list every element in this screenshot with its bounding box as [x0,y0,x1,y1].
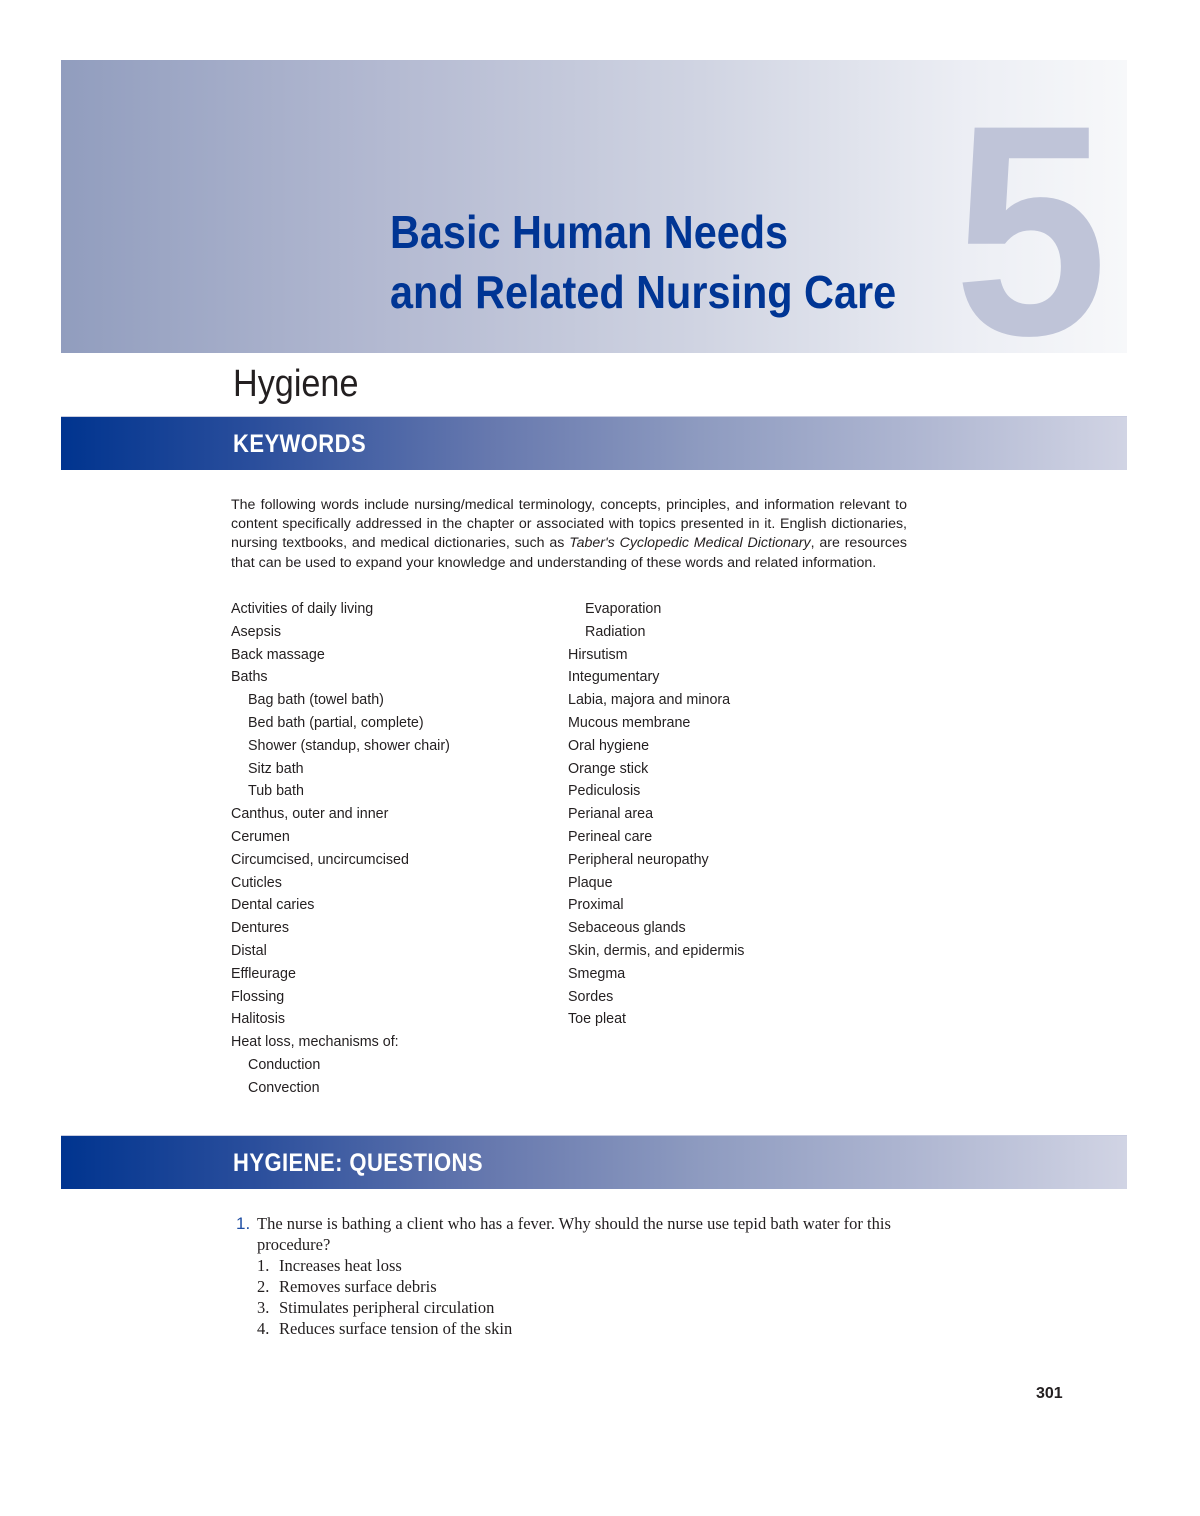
intro-reference-title: Taber's Cyclopedic Medical Dictionary [569,535,811,552]
keywords-banner [61,416,1127,470]
keyword-item: Orange stick [568,760,649,777]
chapter-title-line-2: and Related Nursing Care [390,266,897,318]
chapter-title [390,202,896,322]
keyword-item: Toe pleat [568,1011,627,1028]
keywords-heading: KEYWORDS [233,430,367,458]
option-number: 2. [257,1277,270,1296]
keyword-item: Peripheral neuropathy [568,851,709,868]
keyword-item: Sebaceous glands [568,920,686,937]
option-number: 1. [257,1256,270,1275]
keyword-item: Baths [231,669,268,686]
keyword-item: Perianal area [568,806,654,823]
keyword-item: Pediculosis [568,783,641,800]
intro-text-2: , are resources that can be used to expand your knowledge and understanding of these words and related information. [231,535,908,571]
questions-banner [61,1135,1127,1189]
option-text: Stimulates peripheral circulation [279,1298,495,1317]
page-number: 301 [1036,1385,1063,1402]
keyword-item: Hirsutism [568,646,628,663]
keyword-item: Heat loss, mechanisms of: [231,1034,399,1051]
keyword-subitem: Evaporation [585,601,662,617]
keyword-item: Perineal care [568,828,653,845]
keywords-list-left [231,598,450,1100]
keyword-item: Cerumen [231,828,290,845]
option-text: Removes surface debris [279,1277,437,1296]
keyword-subitem: Shower (standup, shower chair) [248,737,450,754]
question-item [236,1213,936,1339]
answer-option[interactable] [257,1297,936,1318]
keywords-intro [231,496,907,573]
chapter-title-line-1: Basic Human Needs [390,206,789,258]
keyword-item: Sordes [568,988,614,1005]
keyword-item: Back massage [231,646,325,663]
keyword-item: Circumcised, uncircumcised [231,851,409,868]
intro-text-1: The following words include nursing/medical terminology, concepts, principles, and information relevant to content specifically addressed in the chapter or associated with topics presented in it. English dictionaries, nursing textbooks, and medical dictionaries, such as [231,497,907,552]
questions-heading: HYGIENE: QUESTIONS [233,1149,483,1177]
question-text: The nurse is bathing a client who has a fever. Why should the nurse use tepid bath water for this procedure? [257,1214,891,1254]
keyword-item: Skin, dermis, and epidermis [568,942,745,959]
answer-option[interactable] [257,1318,936,1339]
keyword-item: Distal [231,942,267,959]
answer-option[interactable] [257,1276,936,1297]
keyword-item: Asepsis [231,623,282,640]
keywords-list-right [568,598,744,1031]
section-title: Hygiene [233,363,359,405]
chapter-header [61,60,1127,353]
option-text: Reduces surface tension of the skin [279,1319,513,1338]
keyword-subitem: Bag bath (towel bath) [248,692,384,709]
option-number: 4. [257,1319,270,1338]
keyword-subitem: Conduction [248,1056,321,1073]
keyword-item: Canthus, outer and inner [231,806,389,823]
keyword-item: Plaque [568,874,613,891]
keyword-item: Activities of daily living [231,601,374,617]
keyword-subitem: Bed bath (partial, complete) [248,714,424,731]
keyword-item: Dentures [231,920,290,937]
keyword-item: Mucous membrane [568,714,691,731]
answer-options [257,1255,936,1339]
question-number: 1. [236,1214,251,1233]
keyword-item: Cuticles [231,874,282,891]
keyword-item: Dental caries [231,897,315,914]
keyword-item: Effleurage [231,965,296,982]
keyword-subitem: Radiation [585,623,646,640]
keyword-item: Smegma [568,965,626,982]
option-number: 3. [257,1298,270,1317]
keyword-subitem: Convection [248,1079,320,1096]
keyword-item: Flossing [231,988,285,1005]
keyword-subitem: Tub bath [248,783,304,800]
keyword-item: Halitosis [231,1011,286,1028]
keyword-item: Oral hygiene [568,737,650,754]
keyword-item: Labia, majora and minora [568,692,731,709]
answer-option[interactable] [257,1255,936,1276]
keyword-subitem: Sitz bath [248,760,304,777]
chapter-number: 5 [954,62,1108,353]
keyword-item: Proximal [568,897,624,914]
option-text: Increases heat loss [279,1256,402,1275]
keyword-item: Integumentary [568,669,660,686]
